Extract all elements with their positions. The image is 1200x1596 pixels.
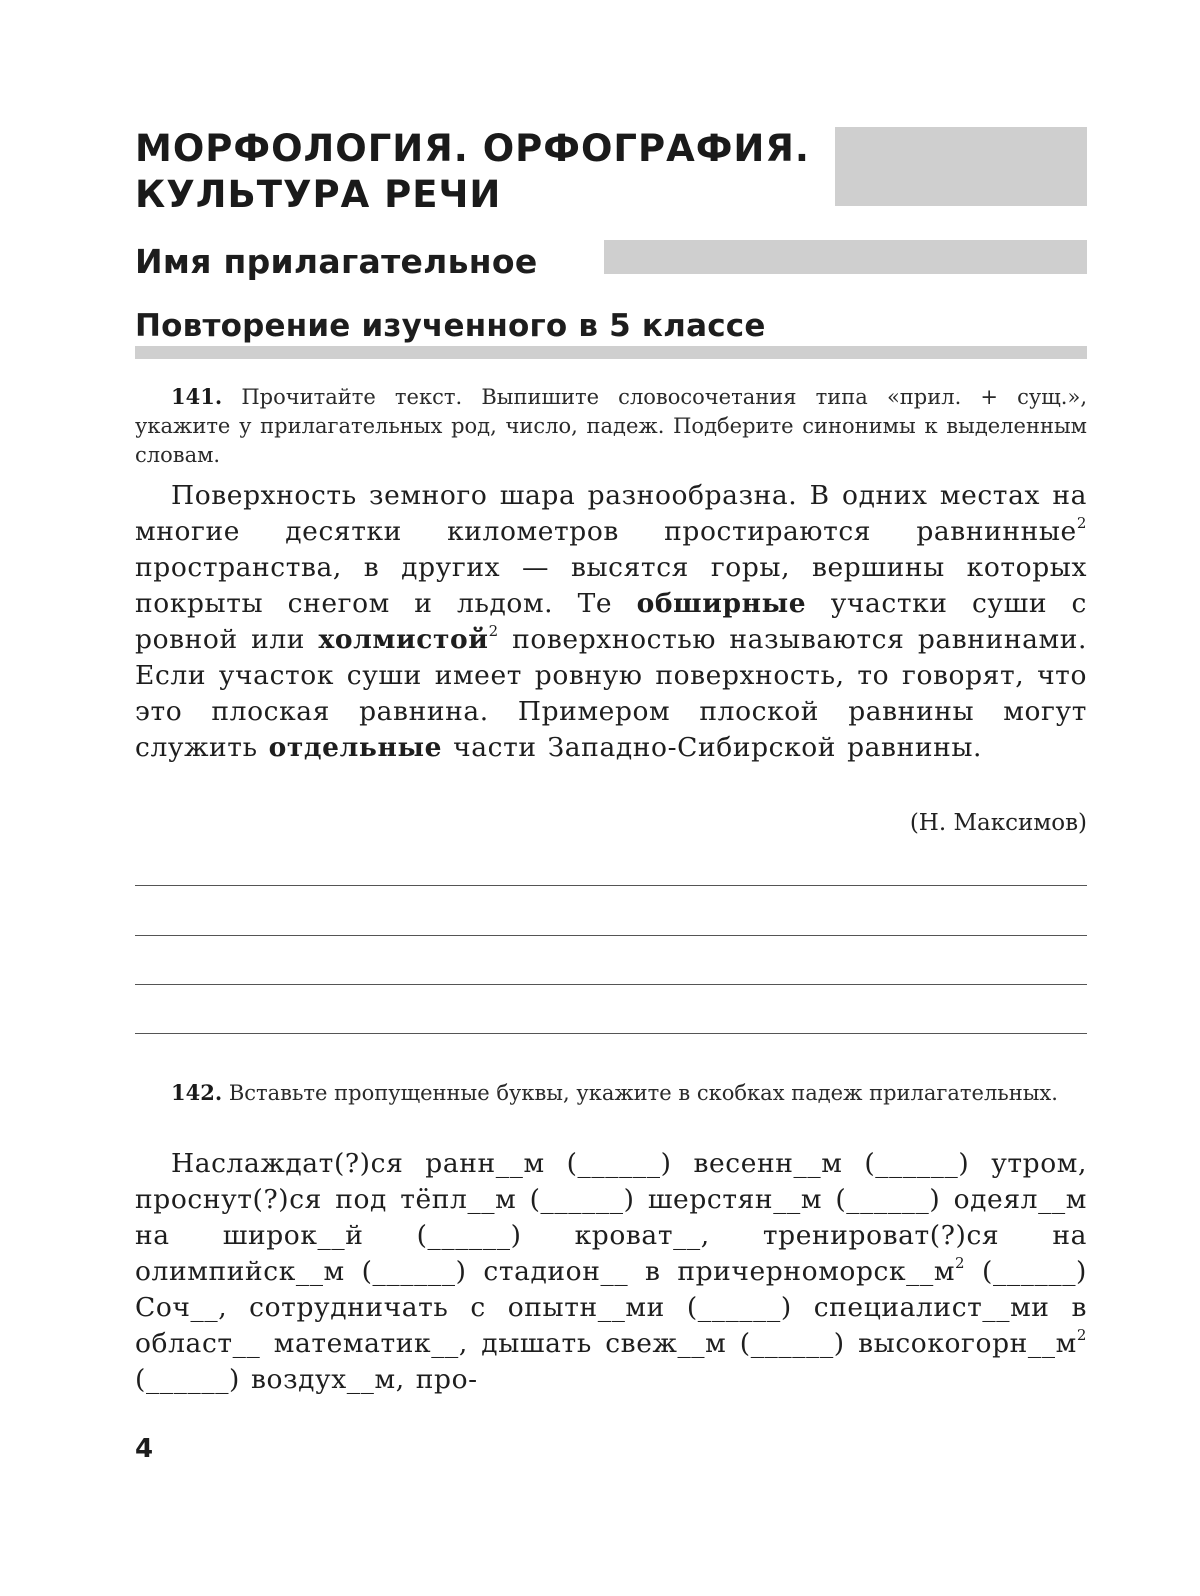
- text-part: (______) воздух__м, про-: [135, 1364, 478, 1395]
- subsection-title: Повторение изученного в 5 классе: [135, 308, 766, 344]
- text-part: пространства, в других — высятся горы, вершины которых покрыты снегом и льдом. Те: [135, 552, 1087, 619]
- footnote-mark: 2: [955, 1254, 966, 1273]
- text-part: Поверхность земного шара разнообразна. В одних местах на многие десятки километров простираются равнинные: [135, 480, 1087, 547]
- answer-line[interactable]: [135, 885, 1087, 886]
- task-141-instruction-text: Прочитайте текст. Выпишите словосочетания типа «прил. + сущ.», укажите у прилагательных род, число, падеж. Подберите синонимы к выделенным словам.: [135, 385, 1087, 467]
- chapter-heading-line1: МОРФОЛОГИЯ. ОРФОГРАФИЯ.: [135, 127, 810, 170]
- task-142-exercise: [135, 1146, 1087, 1398]
- chapter-heading: [135, 126, 835, 218]
- subsection-underline-bar: [135, 346, 1087, 359]
- answer-line[interactable]: [135, 935, 1087, 936]
- answer-line[interactable]: [135, 984, 1087, 985]
- chapter-heading-line2: КУЛЬТУРА РЕЧИ: [135, 173, 502, 216]
- highlighted-word: отдельные: [268, 732, 443, 763]
- text-part: поверхностью называются равнинами. Если участок суши имеет ровную поверхность, то говорят, что это плоская равнина. Примером плоской равнины могут служить: [135, 624, 1087, 763]
- highlighted-word: обширные: [636, 588, 807, 619]
- footnote-mark: 2: [1076, 1326, 1087, 1345]
- task-142-instruction-text: Вставьте пропущенные буквы, укажите в скобках падеж прилагательных.: [222, 1081, 1058, 1105]
- footnote-mark: 2: [1076, 514, 1087, 533]
- textbook-page: [135, 0, 1087, 1596]
- page-number: 4: [135, 1434, 154, 1464]
- task-142-instruction: [135, 1078, 1087, 1108]
- task-141-number: 141.: [171, 384, 223, 409]
- task-142-number: 142.: [171, 1080, 223, 1105]
- task-141-instruction: [135, 382, 1087, 470]
- footnote-mark: 2: [488, 622, 499, 641]
- section-decor-bar: [604, 240, 1087, 274]
- text-part: участки суши с ровной или: [135, 588, 1088, 655]
- text-part: Наслаждат(?)ся ранн__м (______) весенн__м (______) утром, проснут(?)ся под тёпл__м (______) шерстян__м (______) одеял__м на широк__й (______) кроват__, тренироват(?)ся на олимпийск__м (______) стадион__ в причерноморск__м: [135, 1148, 1087, 1287]
- text-part: части Западно-Сибирской равнины.: [442, 732, 983, 763]
- answer-line[interactable]: [135, 1033, 1087, 1034]
- highlighted-word: холмистой: [318, 624, 489, 655]
- header-decor-block: [835, 127, 1087, 206]
- section-title: Имя прилагательное: [135, 242, 538, 281]
- text-author: (Н. Максимов): [909, 810, 1087, 836]
- text-part: (______) Соч__, сотрудничать с опытн__ми (______) специалист__ми в област__ математик__, дышать свеж__м (______) высокогорн__м: [135, 1256, 1087, 1359]
- task-141-text: [135, 478, 1087, 766]
